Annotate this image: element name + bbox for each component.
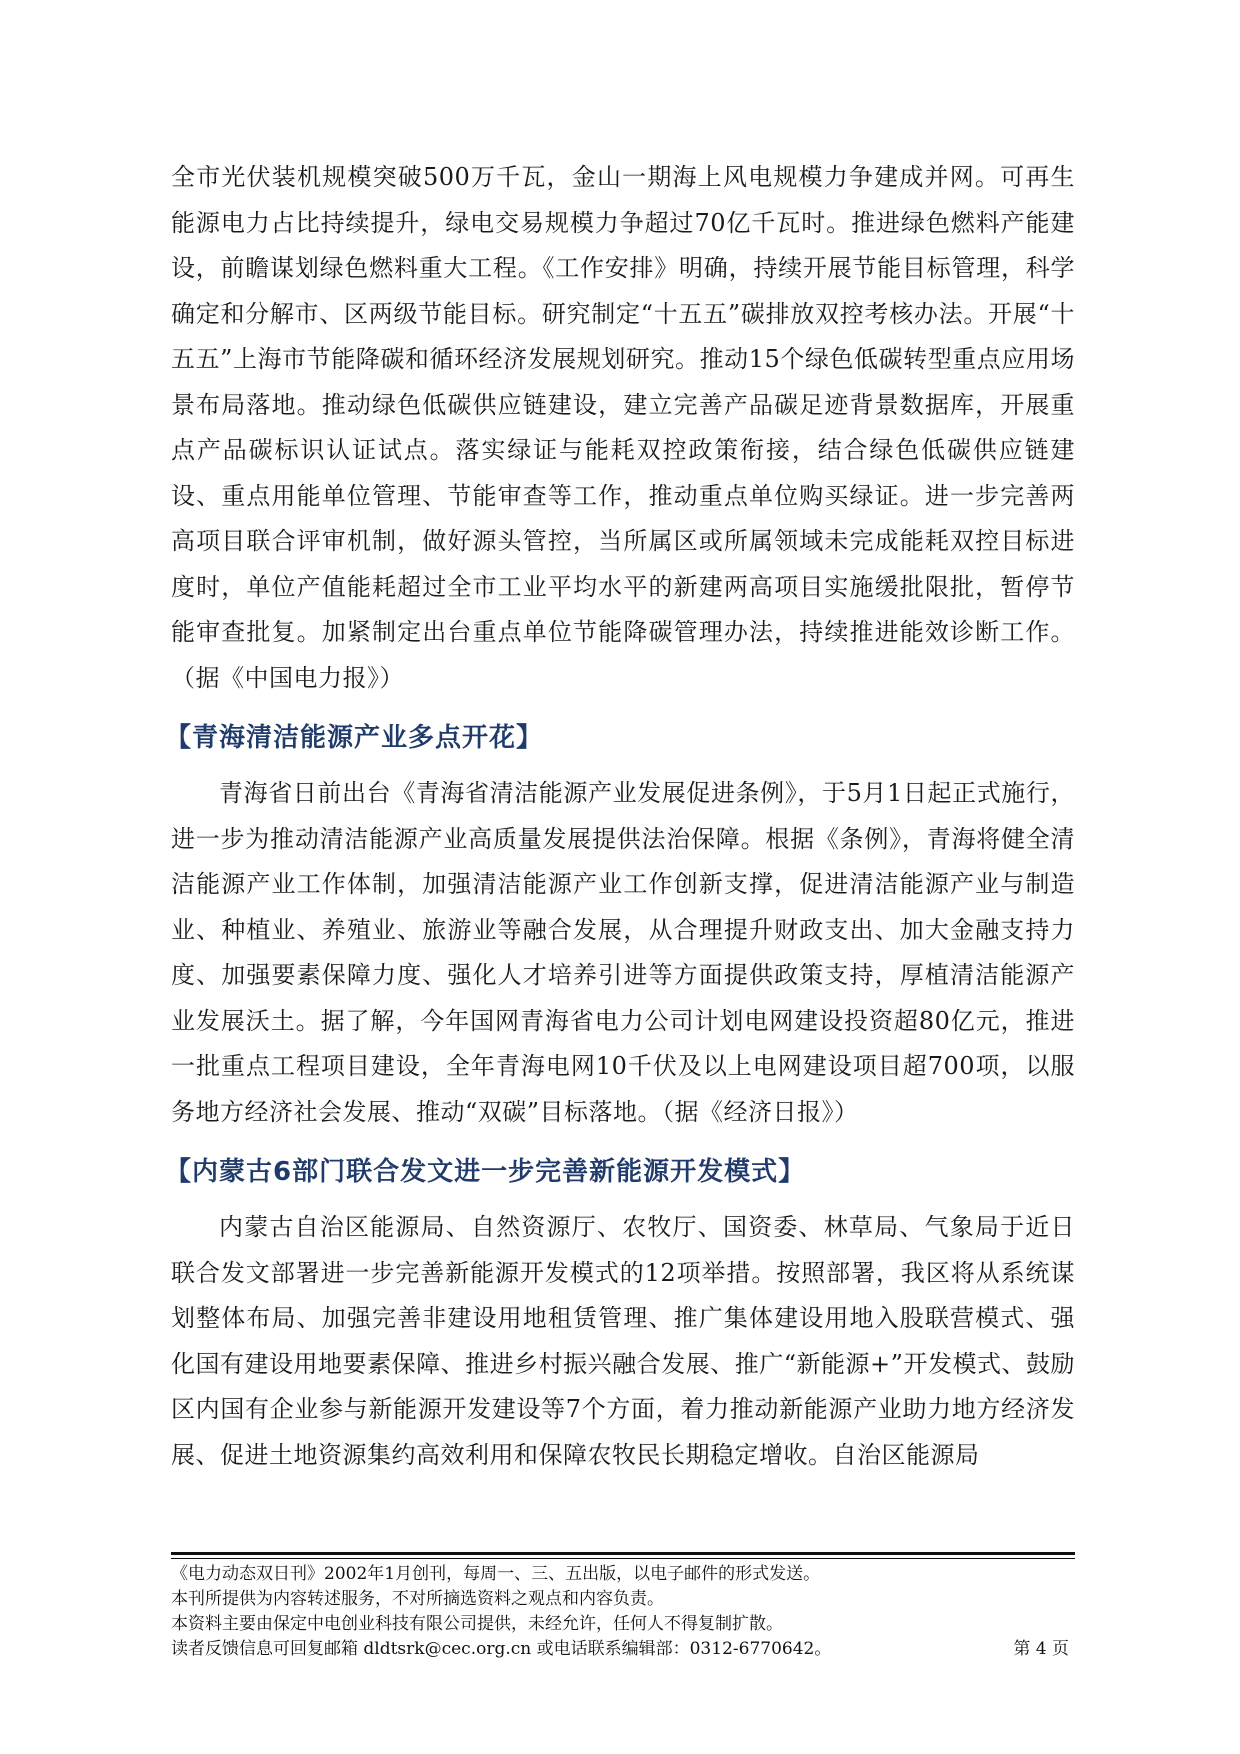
- section-paragraph-qinghai: 青海省日前出台《青海省清洁能源产业发展促进条例》，于5月1日起正式施行，进一步为推动清洁能源产业高质量发展提供法治保障。根据《条例》，青海将健全清洁能源产业工作体制，加强清洁能源产业工作创新支撑，促进清洁能源产业与制造业、种植业、养殖业、旅游业等融合发展，从合理提升财政支出、加大金融支持力度、加强要素保障力度、强化人才培养引进等方面提供政策支持，厚植清洁能源产业发展沃土。据了解，今年国网青海省电力公司计划电网建设投资超80亿元，推进一批重点工程项目建设，全年青海电网10千伏及以上电网建设项目超700项，以服务地方经济社会发展、推动“双碳”目标落地。（据《经济日报》）: [171, 779, 1075, 1126]
- footer-publication-info: 《电力动态双日刊》2002年1月创刊，每周一、三、五出版，以电子邮件的形式发送。: [171, 1564, 821, 1584]
- footer-contact-row: [171, 1637, 1075, 1662]
- article-continuation-paragraph: 全市光伏装机规模突破500万千瓦，金山一期海上风电规模力争建成并网。可再生能源电力占比持续提升，绿电交易规模力争超过70亿千瓦时。推进绿色燃料产能建设，前瞻谋划绿色燃料重大工程。《工作安排》明确，持续开展节能目标管理，科学确定和分解市、区两级节能目标。研究制定“十五五”碳排放双控考核办法。开展“十五五”上海市节能降碳和循环经济发展规划研究。推动15个绿色低碳转型重点应用场景布局落地。推动绿色低碳供应链建设，建立完善产品碳足迹背景数据库，开展重点产品碳标识认证试点。落实绿证与能耗双控政策衔接，结合绿色低碳供应链建设、重点用能单位管理、节能审查等工作，推动重点单位购买绿证。进一步完善两高项目联合评审机制，做好源头管控，当所属区或所属领域未完成能耗双控目标进度时，单位产值能耗超过全市工业平均水平的新建两高项目实施缓批限批，暂停节能审查批复。加紧制定出台重点单位节能降碳管理办法，持续推进能效诊断工作。（据《中国电力报》）: [171, 163, 1075, 692]
- section-paragraph-neimenggu: 内蒙古自治区能源局、自然资源厅、农牧厅、国资委、林草局、气象局于近日联合发文部署进一步完善新能源开发模式的12项举措。按照部署，我区将从系统谋划整体布局、加强完善非建设用地租赁管理、推广集体建设用地入股联营模式、强化国有建设用地要素保障、推进乡村振兴融合发展、推广“新能源+”开发模式、鼓励区内国有企业参与新能源开发建设等7个方面，着力推动新能源产业助力地方经济发展、促进土地资源集约高效利用和保障农牧民长期稳定增收。自治区能源局: [171, 1213, 1075, 1469]
- page-number: 第 4 页: [1013, 1639, 1069, 1659]
- footer-divider-thin: [171, 1558, 1075, 1559]
- footer-contact-info: 读者反馈信息可回复邮箱 dldtsrk@cec.org.cn 或电话联系编辑部：0312-6770642。: [171, 1639, 832, 1659]
- footer-copyright: 本资料主要由保定中电创业科技有限公司提供，未经允许，任何人不得复制扩散。: [171, 1614, 783, 1634]
- page-footer: [171, 1562, 1075, 1662]
- footer-disclaimer: 本刊所提供为内容转述服务，不对所摘选资料之观点和内容负责。: [171, 1589, 664, 1609]
- footer-divider-thick: [171, 1552, 1075, 1555]
- main-content: [165, 155, 1075, 1478]
- section-heading-qinghai: 【青海清洁能源产业多点开花】: [165, 723, 544, 753]
- section-heading-neimenggu: 【内蒙古6部门联合发文进一步完善新能源开发模式】: [165, 1157, 806, 1187]
